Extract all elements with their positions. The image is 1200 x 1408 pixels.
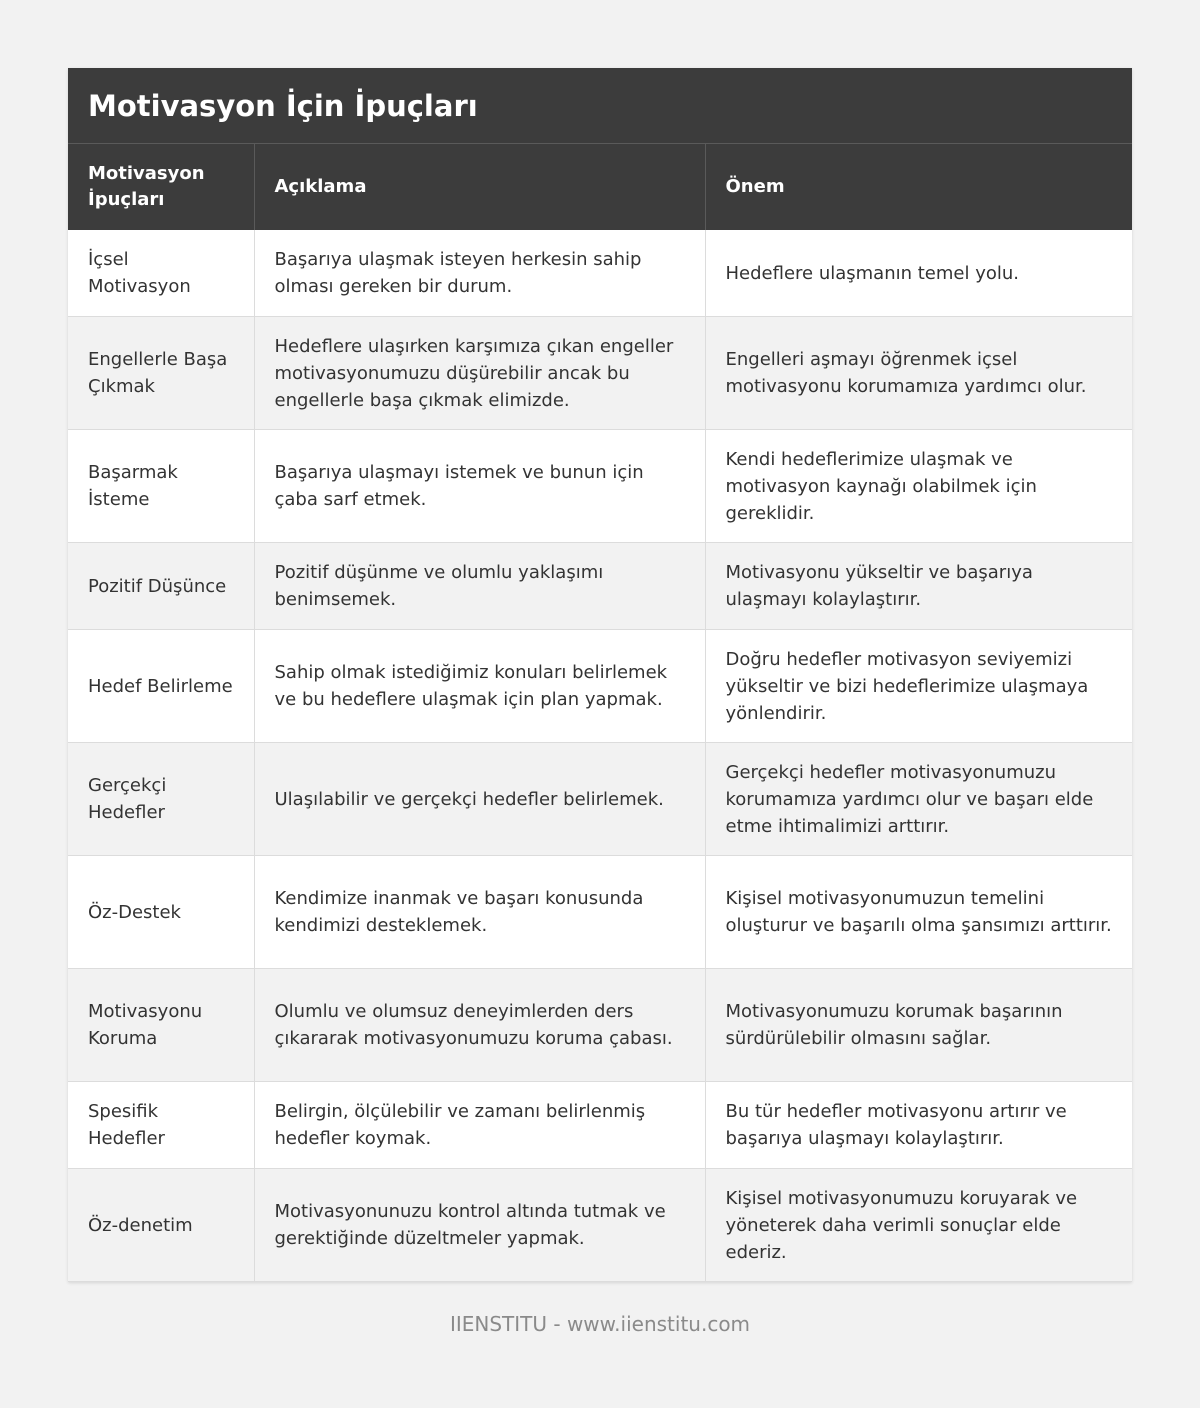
tip-cell: Öz-denetim — [68, 1169, 254, 1282]
importance-cell: Kendi hedeflerimize ulaşmak ve motivasyon kaynağı olabilmek için gereklidir. — [705, 430, 1132, 543]
column-header-tip: Motivasyon İpuçları — [68, 144, 254, 230]
tips-table-card — [68, 68, 1132, 1282]
description-cell: Pozitif düşünme ve olumlu yaklaşımı benimsemek. — [254, 543, 705, 630]
tip-cell: Engellerle Başa Çıkmak — [68, 317, 254, 430]
table-row — [68, 430, 1132, 543]
tip-cell: Öz-Destek — [68, 856, 254, 969]
importance-cell: Motivasyonu yükseltir ve başarıya ulaşmayı kolaylaştırır. — [705, 543, 1132, 630]
description-cell: Başarıya ulaşmayı istemek ve bunun için çaba sarf etmek. — [254, 430, 705, 543]
description-cell: Başarıya ulaşmak isteyen herkesin sahip olması gereken bir durum. — [254, 230, 705, 317]
table-row — [68, 1082, 1132, 1169]
column-header-importance: Önem — [705, 144, 1132, 230]
table-row — [68, 317, 1132, 430]
footer-credit: IIENSTITU - www.iienstitu.com — [449, 1312, 751, 1336]
description-cell: Belirgin, ölçülebilir ve zamanı belirlenmiş hedefler koymak. — [254, 1082, 705, 1169]
table-row — [68, 969, 1132, 1082]
description-cell: Olumlu ve olumsuz deneyimlerden ders çıkararak motivasyonumuzu koruma çabası. — [254, 969, 705, 1082]
table-row — [68, 543, 1132, 630]
table-title: Motivasyon İçin İpuçları — [68, 68, 1132, 144]
column-header-description: Açıklama — [254, 144, 705, 230]
importance-cell: Kişisel motivasyonumuzu koruyarak ve yöneterek daha verimli sonuçlar elde ederiz. — [705, 1169, 1132, 1282]
tip-cell: Gerçekçi Hedefler — [68, 743, 254, 856]
tip-cell: İçsel Motivasyon — [68, 230, 254, 317]
importance-cell: Motivasyonumuzu korumak başarının sürdürülebilir olmasını sağlar. — [705, 969, 1132, 1082]
importance-cell: Engelleri aşmayı öğrenmek içsel motivasyonu korumamıza yardımcı olur. — [705, 317, 1132, 430]
tip-cell: Spesifik Hedefler — [68, 1082, 254, 1169]
header-row — [68, 144, 1132, 230]
table-row — [68, 630, 1132, 743]
description-cell: Hedeflere ulaşırken karşımıza çıkan engeller motivasyonumuzu düşürebilir ancak bu engellerle başa çıkmak elimizde. — [254, 317, 705, 430]
importance-cell: Kişisel motivasyonumuzun temelini oluşturur ve başarılı olma şansımızı arttırır. — [705, 856, 1132, 969]
tip-cell: Pozitif Düşünce — [68, 543, 254, 630]
table-row — [68, 1169, 1132, 1282]
importance-cell: Doğru hedefler motivasyon seviyemizi yükseltir ve bizi hedeflerimize ulaşmaya yönlendirir. — [705, 630, 1132, 743]
description-cell: Ulaşılabilir ve gerçekçi hedefler belirlemek. — [254, 743, 705, 856]
importance-cell: Gerçekçi hedefler motivasyonumuzu korumamıza yardımcı olur ve başarı elde etme ihtimalimizi arttırır. — [705, 743, 1132, 856]
tip-cell: Başarmak İsteme — [68, 430, 254, 543]
tips-table — [68, 144, 1132, 1282]
description-cell: Kendimize inanmak ve başarı konusunda kendimizi desteklemek. — [254, 856, 705, 969]
importance-cell: Bu tür hedefler motivasyonu artırır ve başarıya ulaşmayı kolaylaştırır. — [705, 1082, 1132, 1169]
description-cell: Sahip olmak istediğimiz konuları belirlemek ve bu hedeflere ulaşmak için plan yapmak. — [254, 630, 705, 743]
tip-cell: Motivasyonu Koruma — [68, 969, 254, 1082]
description-cell: Motivasyonunuzu kontrol altında tutmak ve gerektiğinde düzeltmeler yapmak. — [254, 1169, 705, 1282]
importance-cell: Hedeflere ulaşmanın temel yolu. — [705, 230, 1132, 317]
table-row — [68, 743, 1132, 856]
table-row — [68, 230, 1132, 317]
tip-cell: Hedef Belirleme — [68, 630, 254, 743]
table-row — [68, 856, 1132, 969]
